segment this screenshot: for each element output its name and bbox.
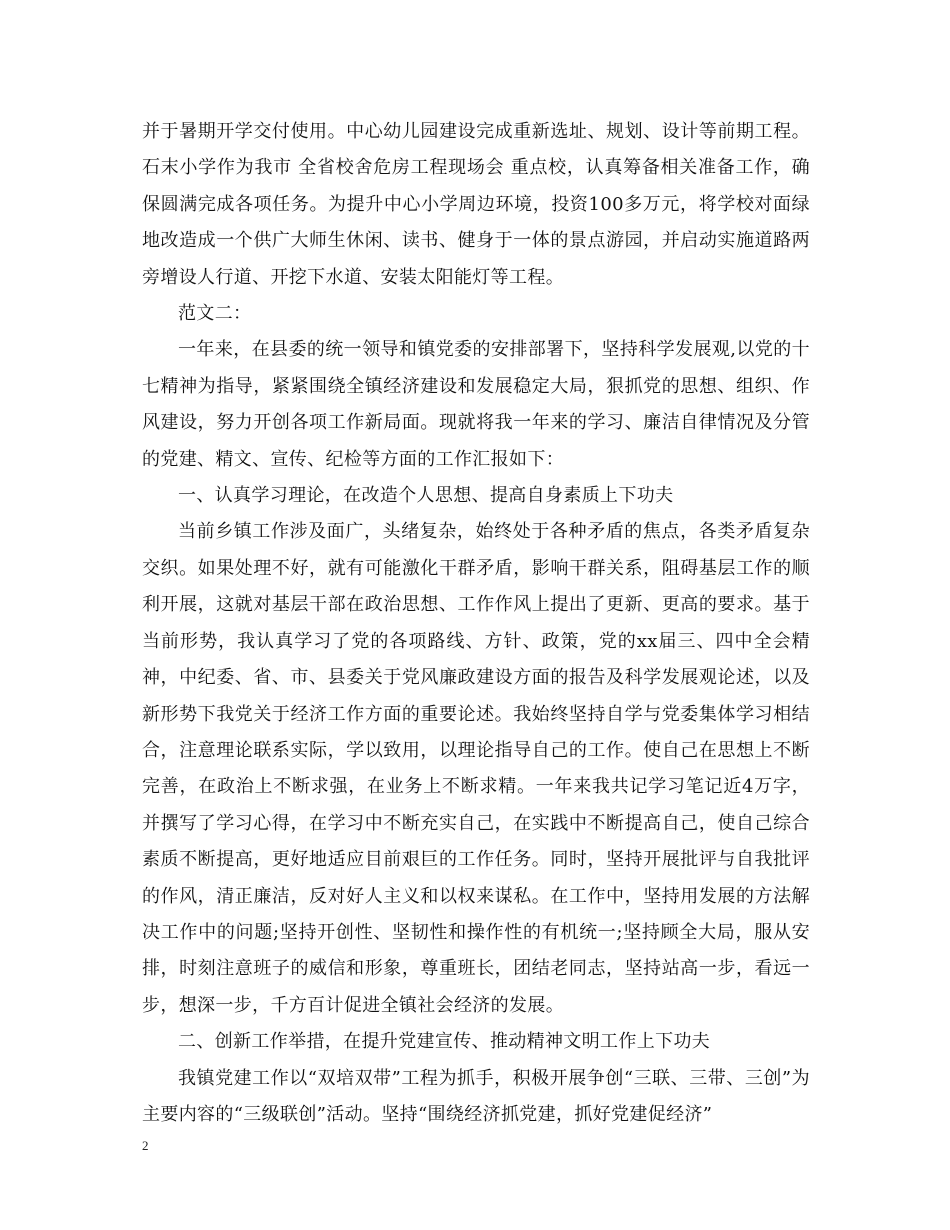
document-body <box>142 114 810 1133</box>
paragraph-introduction: 一年来，在县委的统一领导和镇党委的安排部署下，坚持科学发展观,以党的十七精神为指导，紧紧围绕全镇经济建设和发展稳定大局，狠抓党的思想、组织、作风建设，努力开创各项工作新局面。现就将我一年来的学习、廉洁自律情况及分管的党建、精文、宣传、纪检等方面的工作汇报如下： <box>142 339 810 470</box>
paragraph-study-theory: 当前乡镇工作涉及面广，头绪复杂，始终处于各种矛盾的焦点，各类矛盾复杂交织。如果处理不好，就有可能激化干群矛盾，影响干群关系，阻碍基层工作的顺利开展，这就对基层干部在政治思想、工作作风上提出了更新、更高的要求。基于当前形势，我认真学习了党的各项路线、方针、政策，党的xx届三、四中全会精神，中纪委、省、市、县委关于党风廉政建设方面的报告及科学发展观论述，以及新形势下我党关于经济工作方面的重要论述。我始终坚持自学与党委集体学习相结合，注意理论联系实际，学以致用，以理论指导自己的工作。使自己在思想上不断完善，在政治上不断求强，在业务上不断求精。一年来我共记学习笔记近4万字，并撰写了学习心得，在学习中不断充实自己，在实践中不断提高自己，使自己综合素质不断提高，更好地适应目前艰巨的工作任务。同时，坚持开展批评与自我批评的作风，清正廉洁，反对好人主义和以权来谋私。在工作中，坚持用发展的方法解决工作中的问题;坚持开创性、坚韧性和操作性的有机统一;坚持顾全大局，服从安排，时刻注意班子的威信和形象，尊重班长，团结老同志，坚持站高一步，看远一步，想深一步，千方百计促进全镇社会经济的发展。 <box>142 521 810 1016</box>
paragraph-continuation: 并于暑期开学交付使用。中心幼儿园建设完成重新选址、规划、设计等前期工程。石末小学作为我市 全省校舍危房工程现场会 重点校，认真筹备相关准备工作，确保圆满完成各项任务。为提升中心小学周边环境，投资100多万元，将学校对面绿地改造成一个供广大师生休闲、读书、健身于一体的景点游园，并启动实施道路两旁增设人行道、开挖下水道、安装太阳能灯等工程。 <box>142 121 810 288</box>
paragraph-party-building: 我镇党建工作以“双培双带”工程为抓手，积极开展争创“三联、三带、三创”为主要内容的“三级联创”活动。坚持“围绕经济抓党建，抓好党建促经济” <box>142 1067 810 1125</box>
section-heading-one: 一、认真学习理论，在改造个人思想、提高自身素质上下功夫 <box>178 485 674 507</box>
section-heading-two: 二、创新工作举措，在提升党建宣传、推动精神文明工作上下功夫 <box>178 1031 711 1053</box>
page-number: 2 <box>142 1138 149 1153</box>
section-heading-sample-two: 范文二： <box>178 303 252 325</box>
